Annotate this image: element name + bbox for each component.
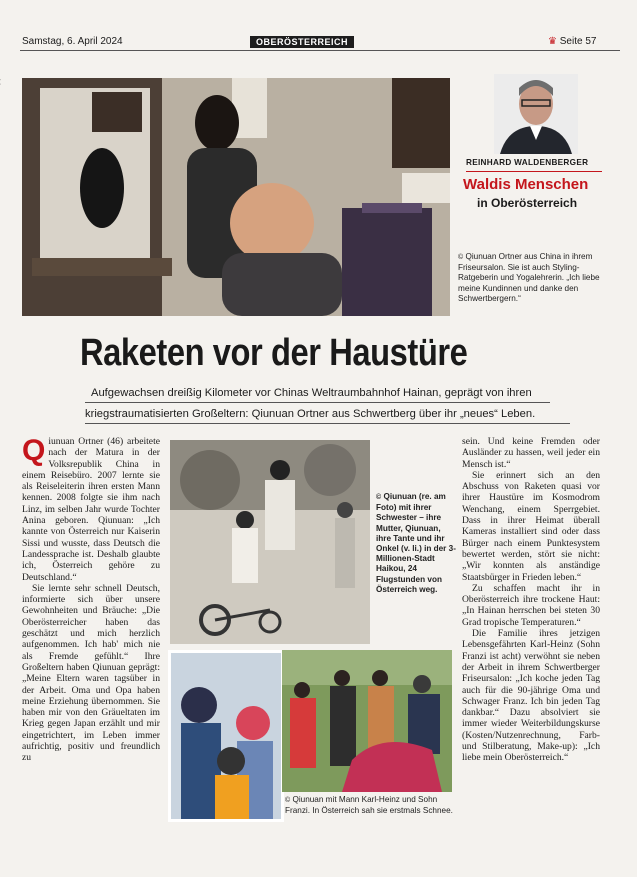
col3-paragraph-3: Zu schaffen macht ihr in Oberösterreich ihre trockene Haut: „In Hainan herrschen bei steten 30 Grad tropische Temperaturen.“ xyxy=(462,582,600,628)
headline: Raketen vor der Haustüre xyxy=(80,332,468,374)
page-number-box xyxy=(548,36,596,47)
old-photo-caption xyxy=(376,492,456,595)
ski-photo xyxy=(168,650,284,822)
salon-photo-art xyxy=(22,78,450,316)
old-photo-caption-text: Qiunuan (re. am Foto) mit ihrer Schwester – ihre Mutter, Qiunuan, ihre Tante und ihr Onkel (v. li.) in der 3-Millionen-Stadt Haikou, 24 Flugstunden von Österreich weg. xyxy=(376,492,456,594)
columnist-portrait-art xyxy=(494,74,578,154)
header-rule xyxy=(20,50,620,51)
photo-credit xyxy=(0,72,3,142)
dropcap: Q xyxy=(22,434,46,467)
ski-photo-art xyxy=(171,653,281,819)
family-garden-photo xyxy=(282,650,452,792)
main-photo-caption xyxy=(458,252,608,304)
column-title: Waldis Menschen xyxy=(463,176,589,193)
lead-line-1: Aufgewachsen dreißig Kilometer vor Chinas Weltraumbahnhof Hainan, geprägt von ihren xyxy=(91,387,532,399)
col3-paragraph-2: Sie erinnert sich an den Abschuss von Raketen quasi vor ihrer Haustüre im Kosmodrom Wenchang, einem Sperrgebiet. Dass in ihrer Heimat überall Kameras installiert sind oder dass Bürger nach einem Punktesystem bewertet werden, stört sie nicht: „Wir konnten als anständige Staatsbürger in Frieden leben.“ xyxy=(462,469,600,583)
family-photo-old xyxy=(170,440,370,644)
columnist-name: REINHARD WALDENBERGER xyxy=(466,158,589,167)
family-garden-photo-art xyxy=(282,650,452,792)
lead-rule-2 xyxy=(85,423,570,424)
col1-paragraph-1: iunuan Ortner (46) arbeitete nach der Matura in der Volksrepublik China in einem Reisebüro. 2007 lernte sie als Reiseleiterin ihren ersten Mann kennen. 2008 folgte sie ihm nach Linz, im selben Jahr wurde Tochter Anina geboren. Qiunuan: „Ich kannte von Österreich nur Kaiserin Sissi und wusste, dass Deutsch die Landessprache ist. Deshalb glaubte ich, Österreich gehöre zu Deutschland.“ xyxy=(22,436,160,583)
family-photo-old-art xyxy=(170,440,370,644)
article-column-1 xyxy=(22,436,160,764)
section-label: OBERÖSTERREICH xyxy=(250,36,354,48)
camera-icon: © xyxy=(285,797,291,804)
camera-icon: © xyxy=(376,494,382,501)
camera-icon: © xyxy=(458,254,464,261)
article-column-3 xyxy=(462,436,600,764)
columnist-rule xyxy=(466,171,602,172)
column-subtitle: in Oberösterreich xyxy=(477,196,578,210)
col1-paragraph-2: Sie lernte sehr schnell Deutsch, informierte sich über unsere Gewohnheiten und Bräuche: „Die Oberösterreicher haben das geschätzt und mich herzlich aufgenommen. Ich hab' mich nie als Fremde gefühlt.“ Ihre Großeltern haben Qiunuan geprägt: „Meine Eltern waren tagsüber in der Arbeit. Oma und Opa haben meine Erziehung übernommen. Sie haben mir von den Gräueltaten im Krieg gegen Japan erzählt und mir eingetrichtert, im Leben immer aufrichtig, positiv und freundlich zu xyxy=(22,582,160,764)
main-photo-caption-text: Qiunuan Ortner aus China in ihrem Friseursalon. Sie ist auch Styling-Ratgeberin und Yogalehrerin. „Ich liebe meine Kundinnen und danke den Schwertbergern.“ xyxy=(458,252,600,303)
crown-icon: ♛ xyxy=(548,36,557,47)
page-number: Seite 57 xyxy=(559,36,597,47)
salon-photo xyxy=(22,78,450,316)
col3-paragraph-4: Die Familie ihres jetzigen Lebensgefährten Karl-Heinz (Sohn Franzi ist acht) verwöhnt sie neben der Arbeit in ihrem Schwertberger Friseursalon: „Ich koche jeden Tag auch für die 90-jährige Oma und Schwager Franz. Ich bin jeden Tag dankbar.“ Dazu absolviert sie immer wieder Weiterbildungskurse (Kosten/Nutzenrechnung, Farb- und Stilberatung, Make-up): „Ich liebe mein Oberösterreich.“ xyxy=(462,628,600,764)
col3-paragraph-1: sein. Und keine Fremden oder Ausländer zu hassen, weil jeder ein Mensch ist.“ xyxy=(462,436,600,470)
issue-date: Samstag, 6. April 2024 xyxy=(22,36,123,47)
lead-rule-1 xyxy=(85,402,550,403)
lead-line-2: kriegstraumatisierten Großeltern: Qiunuan Ortner aus Schwertberg über ihr „neues“ Leben. xyxy=(85,408,536,420)
bottom-photo-caption xyxy=(285,795,455,816)
bottom-photo-caption-text: Qiunuan mit Mann Karl-Heinz und Sohn Franzi. In Österreich sah sie erstmals Schnee. xyxy=(285,795,453,816)
columnist-portrait xyxy=(494,74,578,154)
